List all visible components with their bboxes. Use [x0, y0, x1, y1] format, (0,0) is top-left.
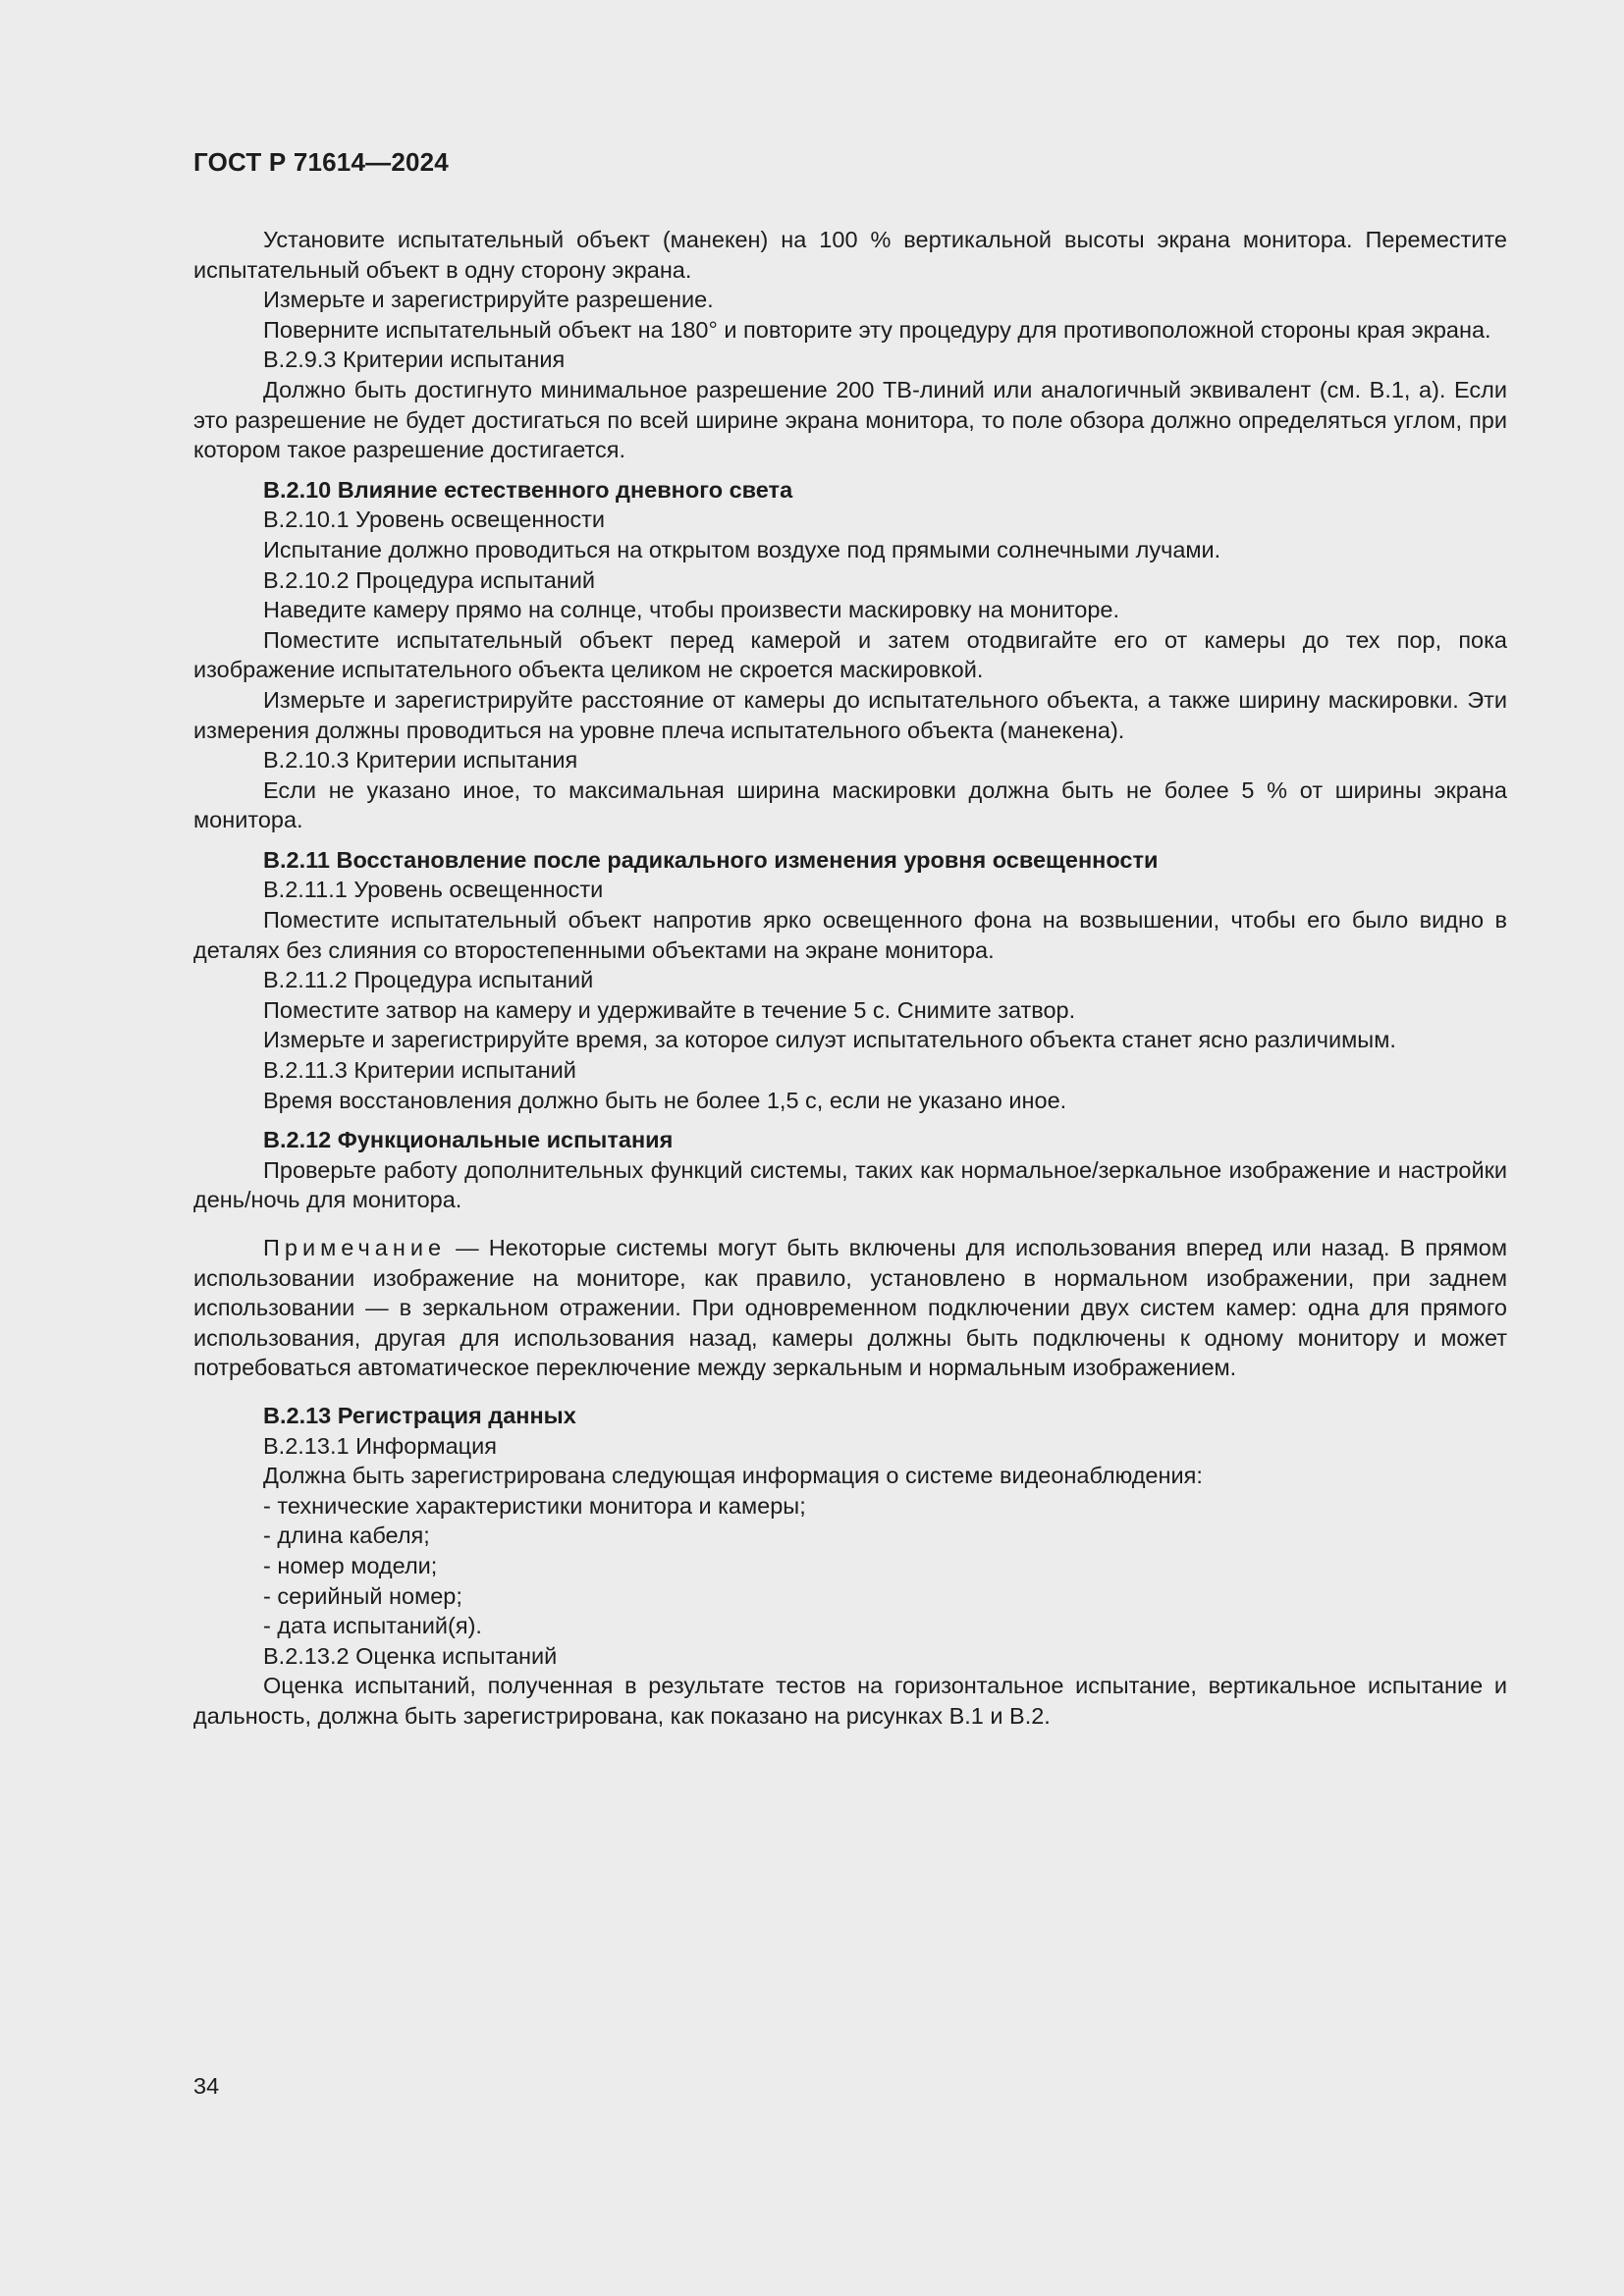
subsection-title: В.2.10.1 Уровень освещенности: [263, 507, 606, 533]
paragraph: Оценка испытаний, полученная в результате тестов на горизонтальное испытание, вертикальное испытание и дальность, должна быть зарегистрирована, как показано на рисунках В.1 и В.2.: [193, 1673, 1507, 1729]
subsection-title: В.2.13.1 Информация: [263, 1432, 497, 1459]
document-body: [193, 225, 1507, 1732]
paragraph: Испытание должно проводиться на открытом воздухе под прямыми солнечными лучами.: [263, 536, 1221, 562]
paragraph: Если не указано иное, то максимальная ширина маскировки должна быть не более 5 % от ширины экрана монитора.: [193, 776, 1507, 833]
section-heading: В.2.12 Функциональные испытания: [263, 1127, 674, 1153]
paragraph: Поместите испытательный объект перед камерой и затем отодвигайте его от камеры до тех пор, пока изображение испытательного объекта целиком не скроется маскировкой.: [193, 626, 1507, 683]
list-item: - дата испытаний(я).: [263, 1613, 482, 1639]
paragraph: Должно быть достигнуто минимальное разрешение 200 ТВ-линий или аналогичный эквивалент (см. В.1, а). Если это разрешение не будет достигаться по всей ширине экрана монитора, то поле обзора должно определяться углом, при котором такое разрешение достигается.: [193, 376, 1507, 463]
list-item: - длина кабеля;: [263, 1522, 430, 1549]
paragraph: Проверьте работу дополнительных функций системы, таких как нормальное/зеркальное изображение и настройки день/ночь для монитора.: [193, 1156, 1507, 1213]
section-heading: В.2.10 Влияние естественного дневного света: [263, 476, 793, 503]
section-heading: В.2.13 Регистрация данных: [263, 1402, 576, 1428]
paragraph: Измерьте и зарегистрируйте разрешение.: [263, 287, 714, 313]
subsection-title: В.2.10.3 Критерии испытания: [263, 747, 578, 774]
paragraph: Наведите камеру прямо на солнце, чтобы произвести маскировку на мониторе.: [263, 597, 1119, 623]
list-item: - технические характеристики монитора и камеры;: [263, 1492, 806, 1519]
page-number: 34: [193, 2073, 220, 2099]
paragraph: Время восстановления должно быть не более 1,5 с, если не указано иное.: [263, 1087, 1067, 1113]
section-heading: В.2.11 Восстановление после радикального изменения уровня освещенности: [263, 846, 1159, 873]
subsection-title: В.2.13.2 Оценка испытаний: [263, 1642, 558, 1669]
note: [193, 1233, 1507, 1383]
subsection-title: В.2.11.3 Критерии испытаний: [263, 1057, 576, 1084]
subsection-title: В.2.10.2 Процедура испытаний: [263, 566, 596, 593]
paragraph: Должна быть зарегистрирована следующая информация о системе видеонаблюдения:: [263, 1463, 1203, 1489]
note-text: — Некоторые системы могут быть включены для использования вперед или назад. В прямом использовании изображение на мониторе, как правило, установлено в нормальном изображении, при заднем использовании — в зеркальном отражении. При одновременном подключении двух систем камер: одна для прямого использования, другая для использования назад, камеры должны быть подключены к одному монитору и может потребоваться автоматическое переключение между зеркальным и нормальным изображением.: [193, 1235, 1507, 1381]
paragraph: Измерьте и зарегистрируйте расстояние от камеры до испытательного объекта, а также ширину маскировки. Эти измерения должны проводиться на уровне плеча испытательного объекта (манекена).: [193, 686, 1507, 743]
subsection-title: В.2.11.2 Процедура испытаний: [263, 967, 594, 993]
subsection-title: В.2.11.1 Уровень освещенности: [263, 877, 604, 903]
subsection-title: В.2.9.3 Критерии испытания: [263, 347, 566, 373]
list-item: - номер модели;: [263, 1552, 438, 1578]
document-header: ГОСТ Р 71614—2024: [193, 147, 449, 177]
list-item: - серийный номер;: [263, 1582, 462, 1609]
paragraph: Измерьте и зарегистрируйте время, за которое силуэт испытательного объекта станет ясно различимым.: [263, 1027, 1396, 1053]
note-label: Примечание: [263, 1235, 447, 1260]
paragraph: Поместите испытательный объект напротив ярко освещенного фона на возвышении, чтобы его было видно в деталях без слияния со второстепенными объектами на экране монитора.: [193, 907, 1507, 963]
paragraph: Установите испытательный объект (манекен) на 100 % вертикальной высоты экрана монитора. Переместите испытательный объект в одну сторону экрана.: [193, 227, 1507, 283]
paragraph: Поверните испытательный объект на 180° и повторите эту процедуру для противоположной стороны края экрана.: [263, 316, 1491, 343]
paragraph: Поместите затвор на камеру и удерживайте в течение 5 с. Снимите затвор.: [263, 996, 1076, 1023]
